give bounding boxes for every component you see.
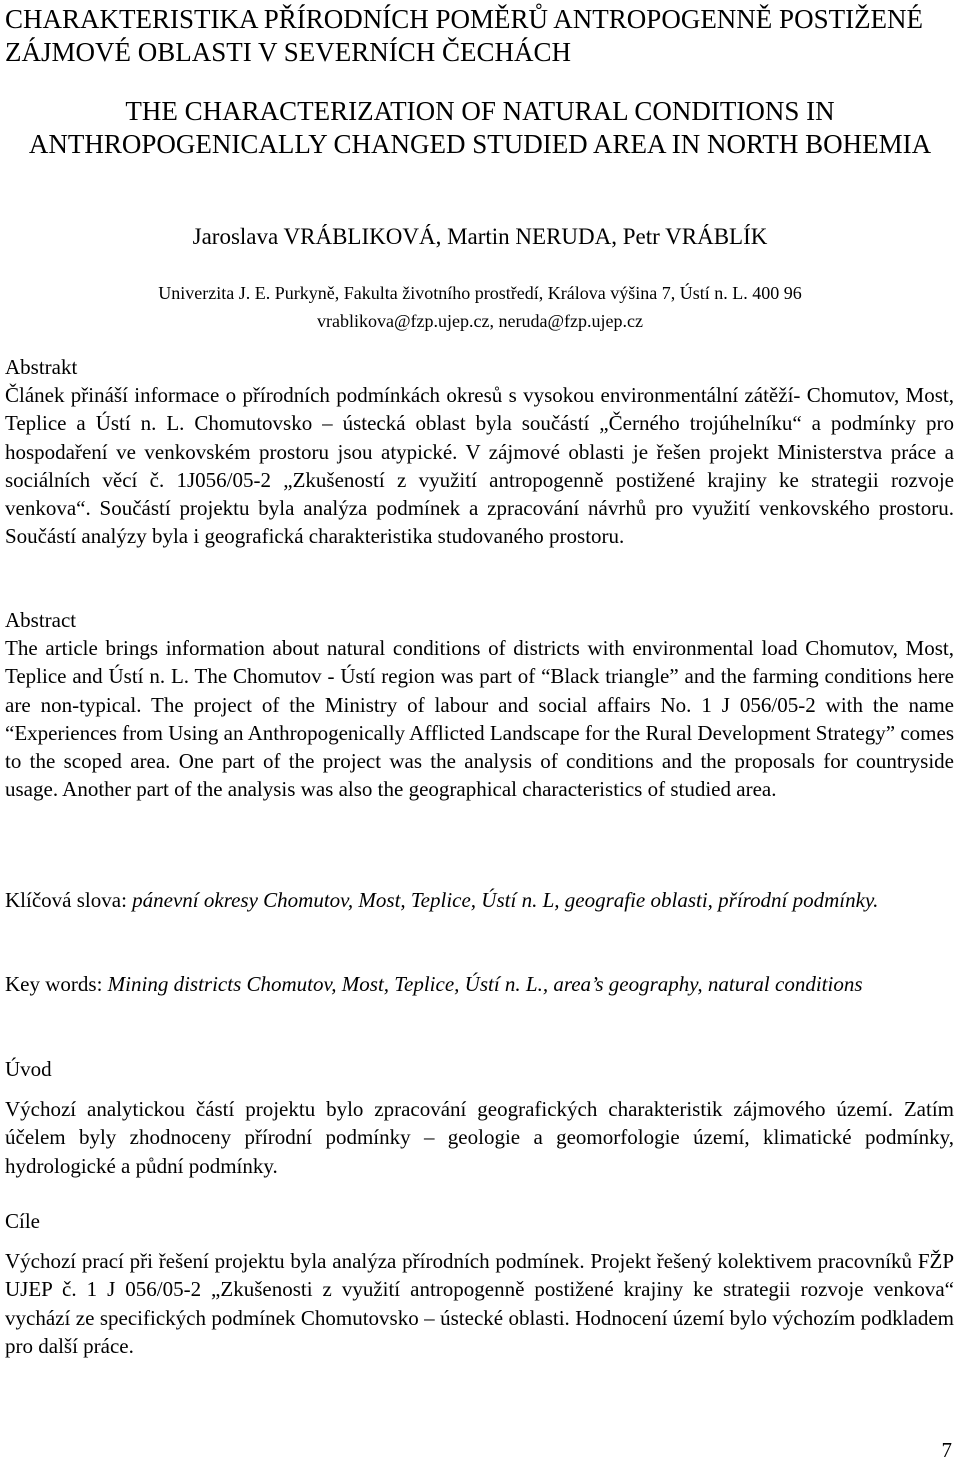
keywords-czech-label: Klíčová slova [5,888,122,912]
cile-text: Výchozí prací při řešení projektu byla analýza přírodních podmínek. Projekt řešený kolektivem pracovníků FŽP UJEP č. 1 J 056/05-2 „Zkušenosti z využití antropogenně postižené krajiny ke strategii rozvoje venkova“ vychází ze specifických podmínek Chomutovsko – ústecké oblasti. Hodnocení území bylo výchozím podkladem pro další práce. [5,1249,954,1358]
abstrakt-text: Článek přináší informace o přírodních podmínkách okresů s vysokou environmentální zátěží- Chomutov, Most, Teplice a Ústí n. L. Chomutovsko – ústecká oblast byla součástí „Černého trojúhelníku“ a podmínky pro hospodaření ve venkovském prostoru jsou atypické. V zájmové oblasti je řešen projekt Ministerstva práce a sociálních věcí č. 1J056/05-2 „Zkušeností z využití antropogenně postižené krajiny ke strategii rozvoje venkova“. Součástí projektu byla analýza podmínek a zpracování návrhů pro využití venkovského prostoru. Součástí analýzy byla i geografická charakteristika studovaného prostoru. [5,383,954,549]
affiliation-address: Univerzita J. E. Purkyně, Fakulta životního prostředí, Králova výšina 7, Ústí n. L. 400 96 [158,283,802,303]
abstract-heading: Abstract [5,608,77,632]
title-czech: CHARAKTERISTIKA PŘÍRODNÍCH POMĚRŮ ANTROPOGENNĚ POSTIŽENÉ ZÁJMOVÉ OBLASTI V SEVERNÍCH ČECHÁCH [5,4,924,67]
keywords-english: Key words: Mining districts Chomutov, Most, Teplice, Ústí n. L., area’s geography, natural conditions [5,972,863,996]
keywords-czech: Klíčová slova: pánevní okresy Chomutov, Most, Teplice, Ústí n. L, geografie oblasti, přírodní podmínky. [5,888,879,912]
affiliation-emails: vrablikova@fzp.ujep.cz, neruda@fzp.ujep.cz [316,311,643,331]
uvod-text: Výchozí analytickou částí projektu bylo zpracování geografických charakteristik zájmového území. Zatím účelem byly zhodnoceny přírodní podmínky – geologie a geomorfologie území, klimatické podmínky, hydrologické a půdní podmínky. [5,1097,954,1178]
title-english: THE CHARACTERIZATION OF NATURAL CONDITIONS IN ANTHROPOGENICALLY CHANGED STUDIED AREA IN NORTH BOHEMIA [28,96,932,159]
abstrakt-heading: Abstrakt [5,355,78,379]
keywords-czech-text: pánevní okresy Chomutov, Most, Teplice, Ústí n. L, geografie oblasti, přírodní podmínky. [132,888,879,912]
keywords-english-label: Key words [5,972,97,996]
uvod-heading: Úvod [5,1057,52,1081]
uvod-section [5,1055,954,1180]
abstract-section [5,606,954,804]
affiliation [0,279,960,335]
cile-section [5,1207,954,1360]
abstract-text: The article brings information about natural conditions of districts with environmental load Chomutov, Most, Teplice and Ústí n. L. The Chomutov - Ústí region was part of “Black triangle” and the farming conditions here are non-typical. The project of the Ministry of labour and social affairs No. 1 J 056/05-2 with the name “Experiences from Using an Anthropogenically Afflicted Landscape for the Rural Development Strategy” comes to the scoped area. One part of the project was the analysis of conditions and the proposals for countryside usage. Another part of the analysis was also the geographical characteristics of studied area. [5,636,954,802]
authors: Jaroslava VRÁBLIKOVÁ, Martin NERUDA, Petr VRÁBLÍK [192,224,768,249]
cile-heading: Cíle [5,1209,40,1233]
page-number: 7 [941,1438,952,1462]
abstrakt-section [5,353,954,551]
keywords-english-text: Mining districts Chomutov, Most, Teplice, Ústí n. L., area’s geography, natural conditions [107,972,863,996]
